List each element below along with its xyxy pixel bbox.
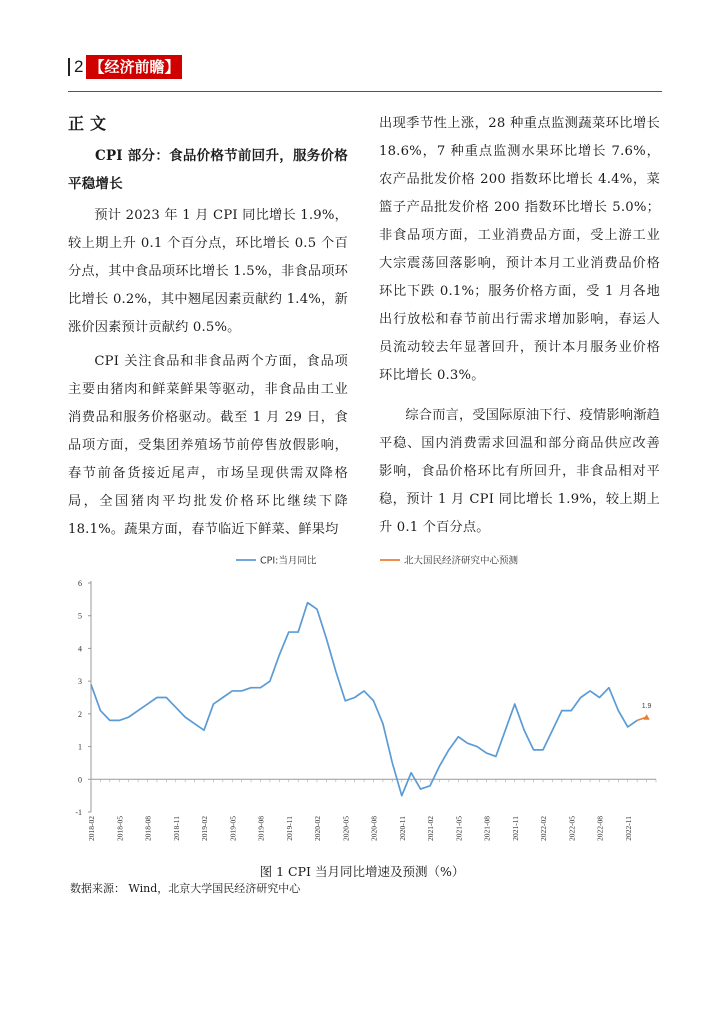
section-subheading: CPI 部分：食品价格节前回升，服务价格平稳增长 [68,148,348,192]
legend-label-forecast: 北大国民经济研究中心预测 [404,555,519,567]
y-tick-label: 3 [78,677,82,687]
figure-caption: 图 1 CPI 当月同比增速及预测（%） [259,864,465,879]
y-tick-label: 2 [78,709,82,719]
y-tick-label: 0 [78,775,82,785]
body-paragraph: 预计 2023 年 1 月 CPI 同比增长 1.9%，较上期上升 0.1 个百分点，环比增长 0.5 个百分点，其中食品项环比增长 1.5%，非食品项环比增长 0.2%，其中翘尾因素贡献约 1.4%，新涨价因素预计贡献约 0.5%。 [68,208,348,335]
y-tick-label: 1 [78,742,82,752]
y-tick-label: 6 [78,579,82,588]
cpi-line-chart [60,548,674,858]
cpi-series-line [91,603,637,796]
y-tick-label: 4 [78,644,82,654]
x-tick-label: 2021-02 [426,816,435,841]
y-tick-label: 5 [78,611,82,621]
x-tick-label: 2019-11 [284,816,294,841]
article-title: 正 文 [68,114,107,133]
x-tick-label: 2022-02 [539,816,548,841]
forecast-point-marker [643,714,649,720]
right-column [379,110,660,554]
left-column [68,110,348,550]
section-badge: 【经济前瞻】 [86,55,182,79]
y-tick-label: -1 [75,808,82,817]
x-tick-label: 2022-05 [567,816,577,841]
header-rule [68,91,662,92]
x-tick-label: 2019-02 [200,816,209,841]
x-tick-label: 2021-08 [482,816,492,841]
x-tick-label: 2021-05 [454,816,464,841]
x-tick-label: 2020-02 [313,816,322,841]
data-source: 数据来源： Wind，北京大学国民经济研究中心 [70,882,301,895]
x-tick-label: 2020-08 [369,816,379,841]
x-tick-label: 2018-02 [87,816,96,841]
legend-label-cpi: CPI:当月同比 [260,555,317,567]
page-number: 2 [74,57,84,76]
x-tick-label: 2018-11 [171,816,181,841]
x-tick-label: 2019-08 [256,816,266,841]
body-paragraph: 综合而言，受国际原油下行、疫情影响渐趋平稳、国内消费需求回温和部分商品供应改善影响，食品价格环比有所回升，非食品相对平稳，预计 1 月 CPI 同比增长 1.9%，较上期上升 0.1 个百分点。 [379,408,660,535]
x-tick-label: 2021-11 [510,816,520,841]
forecast-data-label: 1.9 [641,703,652,711]
page-header [68,54,182,80]
body-paragraph: 出现季节性上涨，28 种重点监测蔬菜环比增长 18.6%，7 种重点监测水果环比增长 7.6%，农产品批发价格 200 指数环比增长 4.4%，菜篮子产品批发价格 200 指数环比增长 5.0%；非食品项方面，工业消费品方面，受上游工业大宗震荡回落影响，预计本月工业消费品价格环比下跌 0.1%；服务价格方面，受 1 月各地出行放松和春节前出行需求增加影响，春运人员流动较去年显著回升，预计本月服务业价格环比增长 0.3%。 [379,116,660,383]
x-tick-label: 2018-08 [143,816,153,841]
x-tick-label: 2020-05 [341,816,351,841]
cpi-chart [60,548,674,858]
x-tick-label: 2022-11 [623,816,633,841]
x-tick-label: 2019-05 [228,816,238,841]
body-paragraph: CPI 关注食品和非食品两个方面，食品项主要由猪肉和鲜菜鲜果等驱动，非食品由工业消费品和服务价格驱动。截至 1 月 29 日，食品项方面，受集团养殖场节前停售放假影响，春节前备货接近尾声，市场呈现供需双降格局，全国猪肉平均批发价格环比继续下降 18.1%。蔬果方面，春节临近下鲜菜、鲜果均 [68,354,348,537]
header-divider [68,58,70,76]
x-tick-label: 2018-05 [115,816,125,841]
x-tick-label: 2020-11 [397,816,407,841]
x-tick-label: 2022-08 [595,816,605,841]
